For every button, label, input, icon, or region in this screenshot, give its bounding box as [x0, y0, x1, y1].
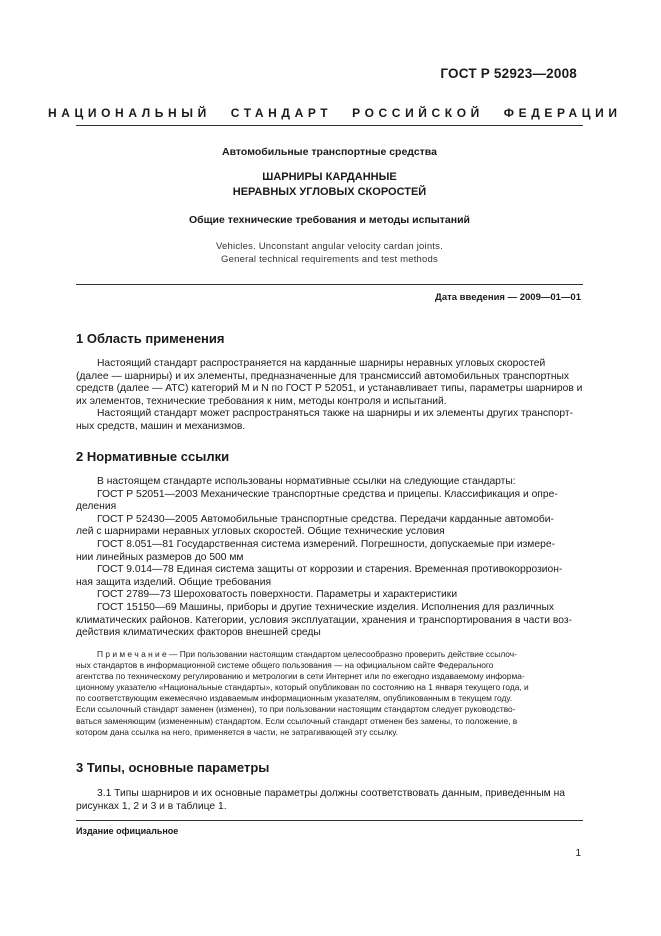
- section-1-line: Настоящий стандарт распространяется на карданные шарниры неравных угловых скоростей: [97, 358, 546, 369]
- english-title-line-2: General technical requirements and test methods: [221, 254, 438, 265]
- note-line: П р и м е ч а н и е — При пользовании настоящим стандартом целесообразно проверить действие ссылоч-: [97, 649, 517, 659]
- reference-gost-15150: ГОСТ 15150—69 Машины, приборы и другие технические изделия. Исполнения для различных: [97, 601, 555, 613]
- section-2-line: деления: [76, 501, 117, 513]
- footer-divider: [76, 820, 583, 821]
- section-2-body: [76, 476, 583, 640]
- section-2-line: В настоящем стандарте использованы нормативные ссылки на следующие стандарты:: [97, 476, 516, 487]
- subject-heading: Автомобильные транспортные средства: [222, 146, 437, 158]
- section-3-heading: 3 Типы, основные параметры: [76, 760, 270, 775]
- section-1-line: их элементов, технические требования к ним, методы контроля и испытаний.: [76, 395, 447, 407]
- section-1-body: [76, 358, 583, 434]
- document-subtitle: Общие технические требования и методы испытаний: [189, 214, 470, 226]
- note-line: Если ссылочный стандарт заменен (изменен), то при пользовании настоящим стандартом следует руководство-: [76, 704, 516, 715]
- reference-gost-9014: ГОСТ 9.014—78 Единая система защиты от коррозии и старения. Временная противокоррозион-: [97, 564, 563, 576]
- section-1-line: ных средств, машин и механизмов.: [76, 420, 246, 432]
- note-line: ваться заменяющим (измененным) стандартом. Если ссылочный стандарт отменен без замены, то положение, в: [76, 715, 518, 726]
- document-title-line-1: ШАРНИРЫ КАРДАННЫЕ: [262, 171, 397, 183]
- section-2-note: [76, 649, 583, 738]
- section-2-heading: 2 Нормативные ссылки: [76, 449, 230, 464]
- section-3-line: рисунках 1, 2 и 3 и в таблице 1.: [76, 800, 227, 812]
- title-divider: [76, 284, 583, 285]
- section-2-line: ная защита изделий. Общие требования: [76, 576, 272, 588]
- document-number: ГОСТ Р 52923—2008: [440, 66, 577, 81]
- reference-gost-8051: ГОСТ 8.051—81 Государственная система измерений. Погрешности, допускаемые при измере-: [97, 538, 555, 550]
- section-3-line: 3.1 Типы шарниров и их основные параметры должны соответствовать данным, приведенным на: [97, 788, 565, 799]
- note-line: котором дана ссылка на него, применяется в части, не затрагивающей эту ссылку.: [76, 726, 398, 737]
- introduction-date: Дата введения — 2009—01—01: [435, 292, 581, 303]
- note-line: ционному указателю «Национальные стандарты», который опубликован по состоянию на 1 января текущего года, и: [76, 682, 529, 693]
- note-line: агентства по техническому регулированию и метрологии в сети Интернет или по ежегодно издаваемому информа-: [76, 671, 525, 682]
- section-2-line: нии линейных размеров до 500 мм: [76, 551, 244, 563]
- english-title-line-1: Vehicles. Unconstant angular velocity cardan joints.: [216, 241, 443, 252]
- reference-gost-52430: ГОСТ Р 52430—2005 Автомобильные транспортные средства. Передачи карданные автомоби-: [97, 513, 554, 525]
- section-3-body: [76, 788, 583, 813]
- section-2-line: климатических районов. Категории, условия эксплуатации, хранения и транспортирования в части воз-: [76, 614, 572, 626]
- top-divider: [76, 125, 583, 126]
- section-2-line: действия климатических факторов внешней среды: [76, 627, 321, 639]
- section-1-heading: 1 Область применения: [76, 331, 225, 346]
- note-line: по соответствующим ежемесячно издаваемым информационным указателям, опубликованным в текущем году.: [76, 693, 513, 704]
- section-2-line: лей с шарнирами неравных угловых скоростей. Общие технические условия: [76, 526, 445, 538]
- section-1-line: средств (далее — АТС) категорий M и N по ГОСТ Р 52051, и устанавливает типы, параметры шарниров и: [76, 383, 583, 395]
- reference-gost-52051: ГОСТ Р 52051—2003 Механические транспортные средства и прицепы. Классификация и опре-: [97, 488, 558, 500]
- section-1-line: Настоящий стандарт может распространяться также на шарниры и их элементы других транспорт-: [97, 408, 574, 420]
- section-1-line: (далее — шарниры) и их элементы, предназначенные для трансмиссий автомобильных транспортных: [76, 370, 570, 382]
- official-edition-label: Издание официальное: [76, 826, 179, 836]
- english-title: [76, 240, 583, 266]
- reference-gost-2789: ГОСТ 2789—73 Шероховатость поверхности. Параметры и характеристики: [97, 589, 458, 601]
- standard-type-title: НАЦИОНАЛЬНЫЙ СТАНДАРТ РОССИЙСКОЙ ФЕДЕРАЦИИ: [48, 106, 622, 120]
- document-title: [76, 170, 583, 200]
- document-title-line-2: НЕРАВНЫХ УГЛОВЫХ СКОРОСТЕЙ: [232, 186, 427, 198]
- page-number: 1: [575, 848, 581, 859]
- note-line: ных стандартов в информационной системе общего пользования — на официальном сайте Федерального: [76, 660, 494, 671]
